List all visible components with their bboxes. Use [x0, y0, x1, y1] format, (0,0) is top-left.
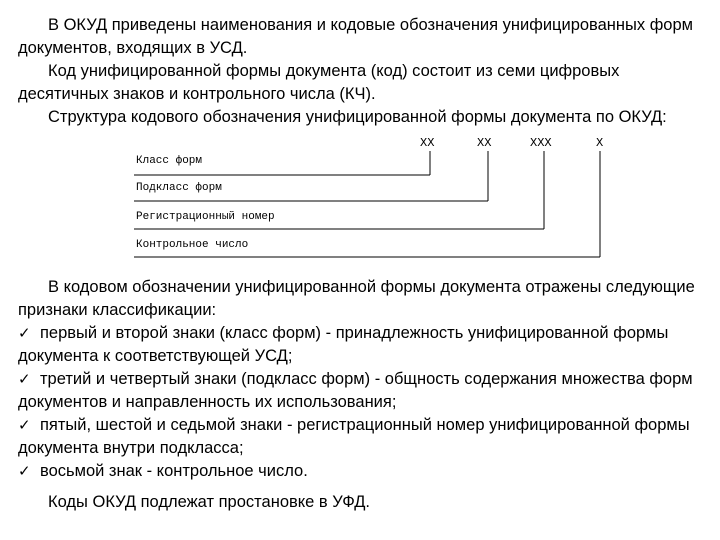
checkmark-icon: ✓	[18, 416, 31, 434]
list-item-text: восьмой знак - контрольное число.	[40, 462, 308, 480]
checkmark-icon: ✓	[18, 462, 31, 480]
code-part-checksum: X	[596, 136, 604, 150]
list-item-text: третий и четвертый знаки (подкласс форм) - общность содержания множества форм документов и направленность их использования;	[18, 370, 693, 411]
list-item	[18, 322, 708, 368]
label-regnum: Регистрационный номер	[136, 211, 275, 223]
code-part-subclass: XX	[477, 136, 492, 150]
list-item-text: пятый, шестой и седьмой знаки - регистрационный номер унифицированной формы документа внутри подкласса;	[18, 416, 690, 457]
intro-paragraph-3: Структура кодового обозначения унифицированной формы документа по ОКУД:	[48, 108, 667, 126]
label-subclass: Подкласс форм	[136, 182, 222, 194]
list-item	[18, 368, 708, 414]
closing-paragraph: Коды ОКУД подлежат простановке в УФД.	[48, 493, 370, 511]
classification-lead: В кодовом обозначении унифицированной формы документа отражены следующие признаки классификации:	[18, 278, 695, 319]
code-part-class: XX	[420, 136, 435, 150]
label-class: Класс форм	[136, 155, 203, 167]
list-item	[18, 460, 708, 483]
intro-paragraph-2: Код унифицированной формы документа (код) состоит из семи цифровых десятичных знаков и контрольного числа (КЧ).	[18, 62, 620, 103]
classification-list	[18, 322, 708, 483]
list-item	[18, 414, 708, 460]
code-part-regnum: XXX	[530, 136, 552, 150]
intro-paragraph-1: В ОКУД приведены наименования и кодовые обозначения унифицированных форм документов, входящих в УСД.	[18, 16, 693, 57]
list-item-text: первый и второй знаки (класс форм) - принадлежность унифицированной формы документа к соответствующей УСД;	[18, 324, 669, 365]
checkmark-icon: ✓	[18, 370, 31, 388]
checkmark-icon: ✓	[18, 324, 31, 342]
label-checksum: Контрольное число	[136, 239, 249, 251]
